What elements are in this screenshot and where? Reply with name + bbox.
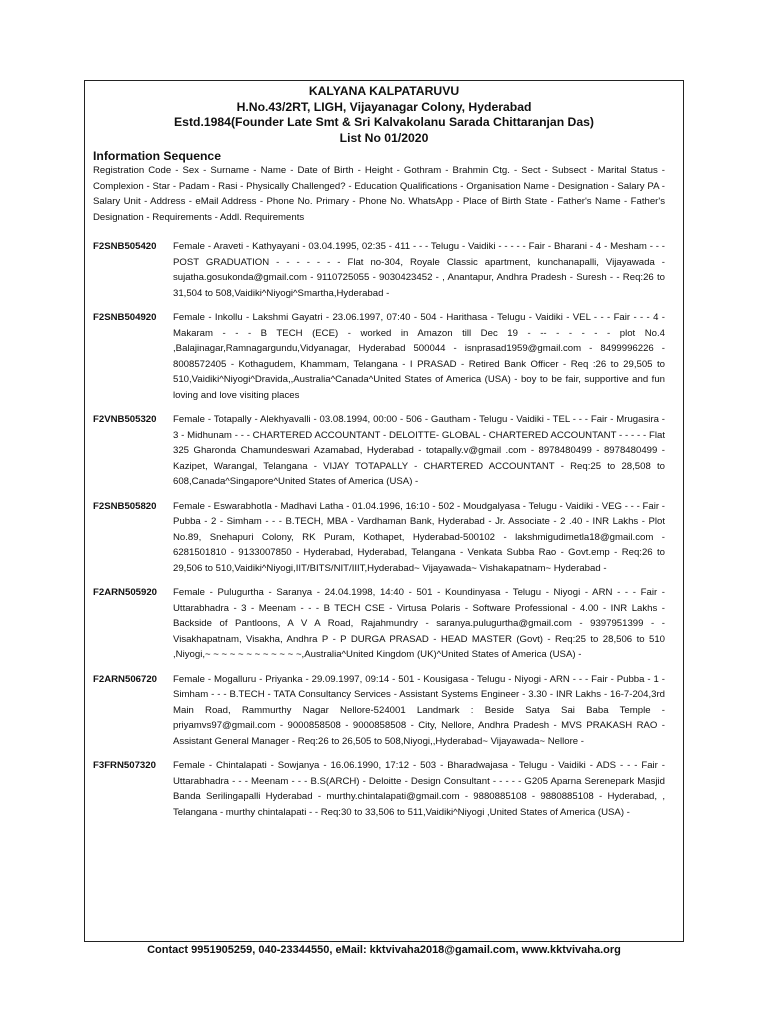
registration-code: F2VNB505320 xyxy=(93,414,157,425)
record-entry xyxy=(93,758,665,820)
record-details: Female - Inkollu - Lakshmi Gayatri - 23.06.1997, 07:40 - 504 - Harithasa - Telugu - Vaidiki - VEL - - - Fair - - - 4 - Makaram - - - B TECH (ECE) - worked in Amazon till Dec 19 - -- - - - - - plot No.4 ,Balajinagar,Ramnagargundu,Vidyanagar, Hyderabad 500044 - isnprasad1959@gmail.com - 8499996226 - 8008572405 - Kothagudem, Khammam, Telangana - I PRASAD - Retired Bank Officer - Req :26 to 29,505 to 510,Vaidiki^Niyogi^Dravida,,Australia^Canada^United States of America (USA) - boy to be fair, supportive and fun loving and love visiting places xyxy=(173,312,665,401)
record-entry xyxy=(93,499,665,577)
registration-code: F2SNB505820 xyxy=(93,500,157,512)
records-list xyxy=(93,239,665,829)
record-details: Female - Mogalluru - Priyanka - 29.09.1997, 09:14 - 501 - Kousigasa - Telugu - Niyogi - ARN - - - Fair - Pubba - 1 - Simham - - - B.TECH - TATA Consultancy Services - Assistant Systems Engineer - 3.30 - INR Lakhs - 16-7-204,3rd Main Road, Rammurthy Nagar Nellore-524001 Landmark : Beside Satya Sai Baba Temple - priyamvs97@gmail.com - 9000858508 - 9000858508 - City, Nellore, Andhra Pradesh - MVS PRAKASH RAO - Assistant General Manager - Req:26 to 26,505 to 508,Niyogi,,Hyderabad~ Vijayawada~ Nellore - xyxy=(173,673,665,747)
org-address: H.No.43/2RT, LIGH, Vijayanagar Colony, Hyderabad xyxy=(236,99,532,114)
registration-code: F2ARN506720 xyxy=(93,673,157,685)
record-entry xyxy=(93,585,665,663)
record-entry xyxy=(93,412,665,490)
record-details: Female - Pulugurtha - Saranya - 24.04.1998, 14:40 - 501 - Koundinyasa - Telugu - Niyogi - ARN - - - Fair - Uttarabhadra - 3 - Meenam - - - B TECH CSE - Virtusa Polaris - Software Professional - 4.00 - INR Lakhs - Backside of Pantloons, A V A Road, Rajahmundry - saranya.pulugurtha@gmail.com - 9397951399 - - Visakhapatnam, Visakha, Andhra P - P DURGA PRASAD - HEAD MASTER (Govt) - Req:25 to 28,506 to 510 ,Niyogi,~ ~ ~ ~ ~ ~ ~ ~ ~ ~ ~ ~,Australia^United Kingdom (UK)^United States of America (USA) - xyxy=(173,587,665,660)
registration-code: F2SNB505420 xyxy=(93,241,157,252)
document-header xyxy=(84,84,684,146)
org-name: KALYANA KALPATARUVU xyxy=(308,84,460,98)
registration-code: F2SNB504920 xyxy=(93,312,157,323)
info-sequence-title: Information Sequence xyxy=(93,149,221,163)
record-details: Female - Eswarabhotla - Madhavi Latha - 01.04.1996, 16:10 - 502 - Moudgalyasa - Telugu - Vaidiki - VEG - - - Fair - Pubba - 2 - Simham - - - B.TECH, MBA - Vardhaman Bank, Hyderabad - Jr. Associate - 2 .40 - INR Lakhs - Plot No.89, Snehapuri Colony, RK Puram, Kothapet, Hyderabad-500102 - lakshmigudimetla18@gmail.com - 6281501810 - 9133007850 - Hyderabad, Hyderabad, Telangana - Venkata Subba Rao - Govt.emp - Req:26 to 29,506 to 510,Vaidiki^Niyogi,IIT/BITS/NIT/IIIT,Hyderabad~ Vijayawada~ Vishakapatnam~ Hyderabad - xyxy=(173,500,665,574)
registration-code: F3FRN507320 xyxy=(93,760,156,771)
established-line: Estd.1984(Founder Late Smt & Sri Kalvakolanu Sarada Chittaranjan Das) xyxy=(174,115,594,129)
info-sequence-text: Registration Code - Sex - Surname - Name - Date of Birth - Height - Gothram - Brahmin Ctg. - Sect - Subsect - Marital Status - Complexion - Star - Padam - Rasi - Physically Challenged? - Education Qualifications - Organisation Name - Designation - Salary PA - Salary Unit - Address - eMail Address - Phone No. Primary - Phone No. WhatsApp - Place of Birth State - Father's Name - Father's Designation - Requirements - Addl. Requirements xyxy=(93,165,665,223)
record-entry xyxy=(93,239,665,301)
record-details: Female - Totapally - Alekhyavalli - 03.08.1994, 00:00 - 506 - Gautham - Telugu - Vaidiki - TEL - - - Fair - Mrugasira - 3 - Midhunam - - - CHARTERED ACCOUNTANT - DELOITTE- GLOBAL - CHARTERED ACCOUNTANT - - - - - Flat 325 Gharonda Chamundeswari Azamabad, Hyderabad - totapally.v@gmail .com - 8978480499 - 8978480499 - Kazipet, Warangal, Telangana - VIJAY TOTAPALLY - CHARTERED ACCOUNTANT - Req:25 to 28,508 to 608,Canada^Singapore^United States of America (USA) - xyxy=(173,414,665,487)
list-number: List No 01/2020 xyxy=(339,130,429,145)
record-details: Female - Araveti - Kathyayani - 03.04.1995, 02:35 - 411 - - - Telugu - Vaidiki - - - - - Fair - Bharani - 4 - Mesham - - - POST GRADUATION - - - - - - - Flat no-304, Royale Classic apartment, kunchanapalli, Vijayawada - sujatha.gosukonda@gmail.com - 9110725055 - 9030423452 - , Anantapur, Andhra Pradesh - Suresh - - Req:26 to 31,504 to 508,Vaidiki^Niyogi^Smartha,Hyderabad - xyxy=(173,241,665,299)
contact-footer: Contact 9951905259, 040-23344550, eMail: kktvivaha2018@gamail.com, www.kktvivaha.org xyxy=(147,944,621,956)
record-entry xyxy=(93,310,665,403)
record-entry xyxy=(93,672,665,750)
registration-code: F2ARN505920 xyxy=(93,587,157,598)
record-details: Female - Chintalapati - Sowjanya - 16.06.1990, 17:12 - 503 - Bharadwajasa - Telugu - Vaidiki - ADS - - - Fair - Uttarabhadra - - - Meenam - - - B.S(ARCH) - Deloitte - Design Consultant - - - - - G205 Aparna Serenepark Masjid Banda Serilingapalli Hyderabad - murthy.chintalapati@gmail.com - 9880885108 - 9880885108 - Hyderabad, , Telangana - murthy chintalapati - - Req:30 to 33,506 to 511,Vaidiki^Niyogi ,United States of America (USA) - xyxy=(173,760,665,818)
